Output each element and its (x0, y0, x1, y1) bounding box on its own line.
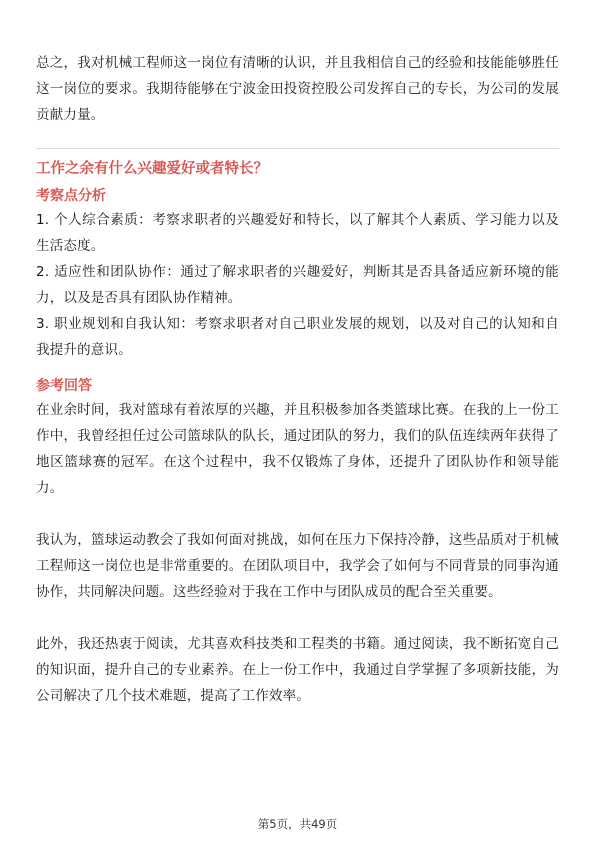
paragraph-gap (36, 501, 559, 527)
analysis-point: 1. 个人综合素质：考察求职者的兴趣爱好和特长，以了解其个人素质、学习能力以及生活态度。 (36, 212, 559, 254)
section-divider (36, 148, 559, 149)
analysis-point: 2. 适应性和团队协作：通过了解求职者的兴趣爱好，判断其是否具备适应新环境的能力，以及是否具有团队协作精神。 (36, 264, 559, 306)
analysis-point-list (36, 207, 559, 363)
answer-paragraph: 在业余时间，我对篮球有着浓厚的兴趣，并且积极参加各类篮球比赛。在我的上一份工作中，我曾经担任过公司篮球队的队长，通过团队的努力，我们的队伍连续两年获得了地区篮球赛的冠军。在这个过程中，我不仅锻炼了身体，还提升了团队协作和领导能力。 (36, 402, 559, 496)
question-title: 工作之余有什么兴趣爱好或者特长？ (36, 161, 268, 177)
answer-title: 参考回答 (36, 378, 92, 394)
analysis-point: 3. 职业规划和自我认知：考察求职者对自己职业发展的规划，以及对自己的认知和自我提升的意识。 (36, 316, 559, 358)
page-content (36, 50, 559, 709)
answer-paragraph: 此外，我还热衷于阅读，尤其喜欢科技类和工程类的书籍。通过阅读，我不断拓宽自己的知识面，提升自己的专业素养。在上一份工作中，我通过自学掌握了多项新技能，为公司解决了几个技术难题，提高了工作效率。 (36, 636, 559, 704)
intro-paragraph: 总之，我对机械工程师这一岗位有清晰的认识，并且我相信自己的经验和技能能够胜任这一岗位的要求。我期待能够在宁波金田投资控股公司发挥自己的专长，为公司的发展贡献力量。 (36, 55, 559, 123)
analysis-title: 考察点分析 (36, 188, 106, 204)
paragraph-gap (36, 605, 559, 631)
answer-paragraph: 我认为，篮球运动教会了我如何面对挑战，如何在压力下保持冷静，这些品质对于机械工程师这一岗位也是非常重要的。在团队项目中，我学会了如何与不同背景的同事沟通协作，共同解决问题。这些经验对于我在工作中与团队成员的配合至关重要。 (36, 532, 559, 600)
page-number: 第5页，共49页 (257, 817, 338, 831)
